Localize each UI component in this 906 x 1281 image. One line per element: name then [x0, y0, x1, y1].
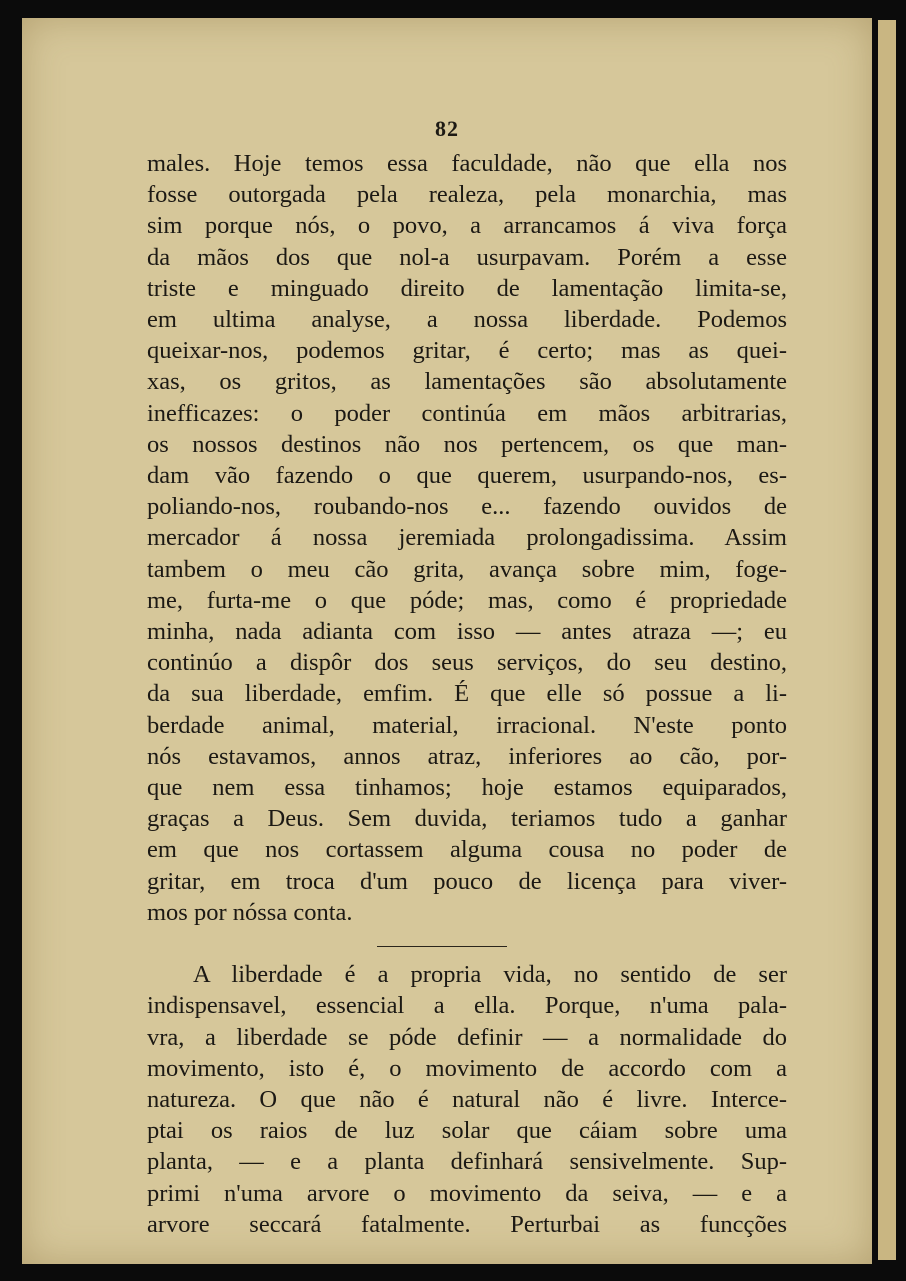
text-line: graças a Deus. Sem duvida, teriamos tudo a ganhar	[147, 805, 787, 833]
section-separator	[147, 928, 787, 959]
page-text	[147, 148, 787, 1240]
text-line: sim porque nós, o povo, a arrancamos á viva força	[147, 212, 787, 240]
text-line: primi n'uma arvore o movimento da seiva, — e a	[147, 1179, 787, 1207]
text-line: me, furta-me o que póde; mas, como é propriedade	[147, 586, 787, 614]
text-line: ptai os raios de luz solar que cáiam sobre uma	[147, 1117, 787, 1145]
text-line: natureza. O que não é natural não é livre. Interce-	[147, 1086, 787, 1114]
text-line: mos por nóssa conta.	[147, 898, 353, 926]
text-line: minha, nada adianta com isso — antes atraza —; eu	[147, 618, 787, 646]
text-line: em ultima analyse, a nossa liberdade. Podemos	[147, 306, 787, 334]
text-line: indispensavel, essencial a ella. Porque, n'uma pala-	[147, 992, 787, 1020]
text-line: poliando-nos, roubando-nos e... fazendo ouvidos de	[147, 493, 787, 521]
text-line: queixar-nos, podemos gritar, é certo; mas as quei-	[147, 337, 787, 365]
text-line: gritar, em troca d'um pouco de licença para viver-	[147, 867, 787, 895]
text-line: da mãos dos que nol-a usurpavam. Porém a esse	[147, 243, 787, 271]
text-line: da sua liberdade, emfim. É que elle só possue a li-	[147, 680, 787, 708]
paragraph-1	[147, 148, 787, 928]
text-line: inefficazes: o poder continúa em mãos arbitrarias,	[147, 399, 787, 427]
text-line: movimento, isto é, o movimento de accordo com a	[147, 1054, 787, 1082]
text-line: dam vão fazendo o que querem, usurpando-nos, es-	[147, 462, 787, 490]
text-line: os nossos destinos não nos pertencem, os que man-	[147, 430, 787, 458]
text-line: males. Hoje temos essa faculdade, não que ella nos	[147, 150, 787, 177]
text-line: que nem essa tinhamos; hoje estamos equiparados,	[147, 774, 787, 802]
text-line: arvore seccará fatalmente. Perturbai as funcções	[147, 1210, 787, 1238]
text-line: xas, os gritos, as lamentações são absolutamente	[147, 368, 787, 396]
text-line: tambem o meu cão grita, avança sobre mim, foge-	[147, 555, 787, 583]
text-line: nós estavamos, annos atraz, inferiores ao cão, por-	[147, 742, 787, 770]
text-line: fosse outorgada pela realeza, pela monarchia, mas	[147, 181, 787, 209]
text-line: berdade animal, material, irracional. N'este ponto	[147, 711, 787, 739]
text-line: planta, — e a planta definhará sensivelmente. Sup-	[147, 1148, 787, 1176]
text-line: em que nos cortassem alguma cousa no poder de	[147, 836, 787, 864]
text-line: continúo a dispôr dos seus serviços, do seu destino,	[147, 649, 787, 677]
book-page	[22, 18, 872, 1264]
text-line: A liberdade é a propria vida, no sentido de ser	[193, 961, 787, 989]
adjacent-page-edge	[878, 20, 896, 1260]
text-line: triste e minguado direito de lamentação limita-se,	[147, 274, 787, 302]
paragraph-2	[147, 959, 787, 1240]
text-line: vra, a liberdade se póde definir — a normalidade do	[147, 1023, 787, 1051]
page-number: 82	[435, 116, 459, 141]
text-line: mercador á nossa jeremiada prolongadissima. Assim	[147, 524, 787, 552]
